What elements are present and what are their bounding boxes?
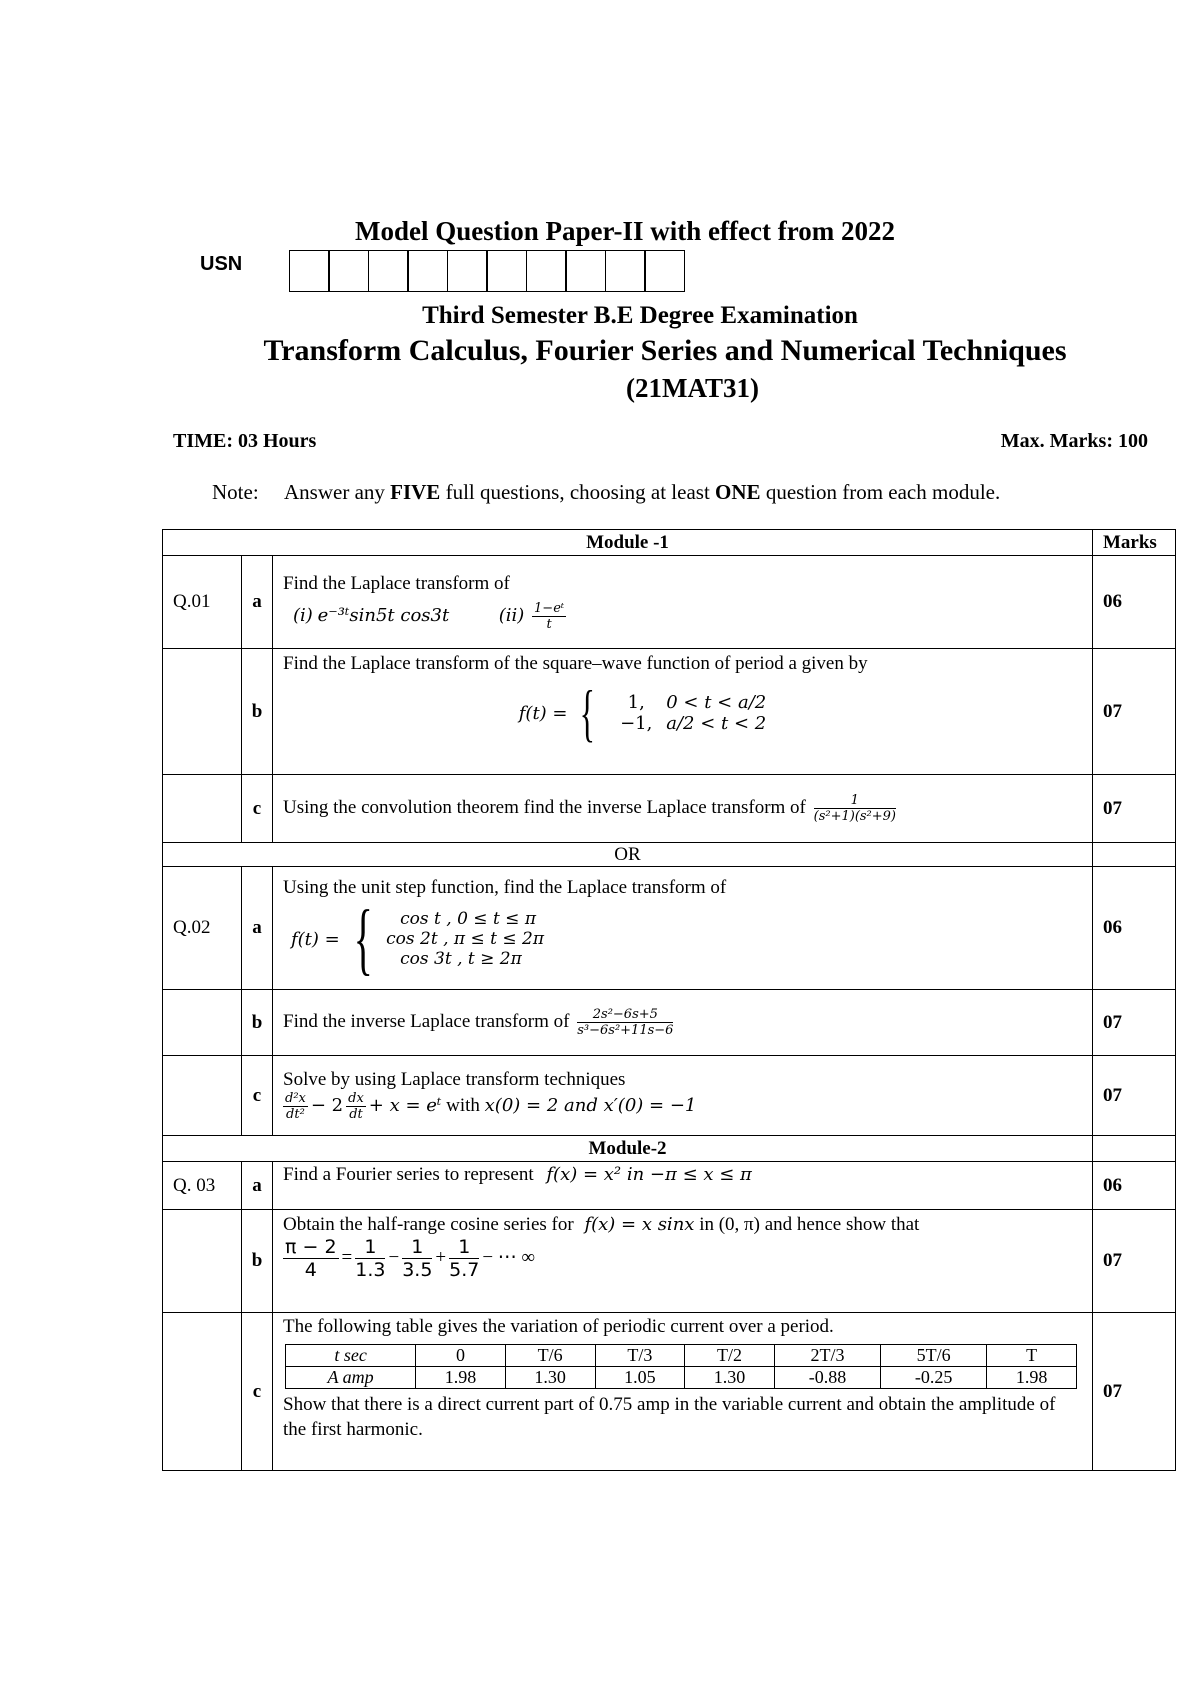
table-cell: 1.98 bbox=[416, 1367, 506, 1389]
question-row bbox=[163, 649, 1176, 775]
question-prompt: Find the Laplace transform of bbox=[283, 572, 510, 594]
module-header-row bbox=[163, 1136, 1176, 1162]
subquestion-label: b bbox=[242, 649, 273, 775]
case-row: cos 2t , π ≤ t ≤ 2π bbox=[386, 929, 544, 949]
table-cell: -0.88 bbox=[774, 1367, 880, 1389]
fraction bbox=[283, 1236, 339, 1281]
question-prompt-2: Show that there is a direct current part of 0.75 amp in the variable current and obtain the amplitude of the first harmonic. bbox=[283, 1394, 1056, 1440]
numerator: 1 bbox=[449, 1236, 479, 1259]
numerator: d²x bbox=[285, 1091, 306, 1106]
fraction bbox=[402, 1236, 432, 1281]
usn-boxes bbox=[290, 250, 685, 292]
subquestion-label: c bbox=[242, 775, 273, 843]
expression: f(x) = x sinx bbox=[584, 1214, 695, 1235]
case-row: cos t , 0 ≤ t ≤ π bbox=[400, 909, 537, 929]
note-emphasis: ONE bbox=[715, 480, 761, 504]
question-text bbox=[273, 775, 1093, 843]
usn-box bbox=[368, 250, 409, 292]
table-cell: 1.05 bbox=[595, 1367, 685, 1389]
question-table bbox=[162, 529, 1176, 1471]
subject-name: Transform Calculus, Fourier Series and Numerical Techniques bbox=[263, 334, 1067, 367]
fraction bbox=[577, 1007, 673, 1038]
note-text: full questions, choosing at least bbox=[440, 480, 716, 504]
question-row bbox=[163, 1210, 1176, 1313]
question-prompt: Obtain the half-range cosine series for bbox=[283, 1214, 574, 1235]
denominator: (s²+1)(s²+9) bbox=[813, 809, 897, 824]
operator: = bbox=[341, 1246, 353, 1268]
marks-value: 07 bbox=[1093, 775, 1176, 843]
table-cell: T bbox=[987, 1345, 1077, 1367]
table-cell: t sec bbox=[286, 1345, 416, 1367]
case-condition: 0 < t < a/2 bbox=[666, 692, 767, 713]
table-cell: T/3 bbox=[595, 1345, 685, 1367]
differential-equation bbox=[283, 1091, 1082, 1122]
question-row bbox=[163, 556, 1176, 649]
expression: f(x) = x² in −π ≤ x ≤ π bbox=[546, 1164, 752, 1185]
subject-code: (21MAT31) bbox=[626, 373, 759, 403]
question-prompt: Find a Fourier series to represent bbox=[283, 1164, 534, 1185]
question-prompt: Solve by using Laplace transform techniques bbox=[283, 1069, 626, 1090]
question-text bbox=[273, 649, 1093, 775]
module-2-heading: Module-2 bbox=[163, 1136, 1093, 1162]
brace-icon: { bbox=[579, 677, 595, 748]
note-text: Answer any bbox=[284, 480, 391, 504]
denominator: dt bbox=[349, 1107, 363, 1122]
marks-value: 06 bbox=[1093, 867, 1176, 990]
marks-heading: Marks bbox=[1093, 530, 1176, 556]
question-text bbox=[273, 990, 1093, 1056]
part-label: (i) bbox=[293, 604, 313, 626]
subquestion-label: b bbox=[242, 990, 273, 1056]
expression bbox=[283, 601, 1082, 632]
table-cell: T/2 bbox=[685, 1345, 775, 1367]
note-emphasis: FIVE bbox=[390, 480, 441, 504]
marks-value: 07 bbox=[1093, 649, 1176, 775]
exam-name: Third Semester B.E Degree Examination bbox=[422, 302, 858, 329]
piecewise-function bbox=[283, 895, 1082, 983]
usn-box bbox=[565, 250, 606, 292]
marks-value: 06 bbox=[1093, 556, 1176, 649]
marks-value: 07 bbox=[1093, 1210, 1176, 1313]
table-cell: 5T/6 bbox=[881, 1345, 987, 1367]
table-cell: 1.98 bbox=[987, 1367, 1077, 1389]
max-marks-label: Max. Marks: 100 bbox=[1000, 430, 1148, 452]
function-lhs: f(t) = bbox=[518, 702, 568, 724]
subquestion-label: a bbox=[242, 556, 273, 649]
usn-box bbox=[526, 250, 567, 292]
subquestion-label: b bbox=[242, 1210, 273, 1313]
numerator: 1 bbox=[402, 1236, 432, 1259]
usn-label: USN bbox=[200, 253, 243, 275]
usn-box bbox=[289, 250, 330, 292]
table-cell: -0.25 bbox=[881, 1367, 987, 1389]
fraction bbox=[355, 1236, 385, 1281]
question-text bbox=[273, 1162, 1093, 1210]
question-prompt-tail: and hence show that bbox=[759, 1214, 920, 1235]
question-text bbox=[273, 867, 1093, 990]
usn-box bbox=[605, 250, 646, 292]
paper-title: Model Question Paper-II with effect from 2022 bbox=[355, 216, 895, 246]
denominator: s³−6s²+11s−6 bbox=[577, 1023, 674, 1038]
function-lhs: f(t) = bbox=[291, 928, 340, 950]
fraction bbox=[449, 1236, 479, 1281]
subquestion-label: a bbox=[242, 1162, 273, 1210]
question-prompt: Using the convolution theorem find the inverse Laplace transform of bbox=[283, 796, 806, 818]
question-prompt: Find the inverse Laplace transform of bbox=[283, 1010, 570, 1032]
denominator: dt² bbox=[286, 1107, 305, 1122]
fraction bbox=[814, 793, 896, 824]
or-separator: OR bbox=[163, 843, 1093, 867]
denominator: t bbox=[546, 616, 552, 632]
with-word: with bbox=[441, 1094, 485, 1116]
marks-value: 07 bbox=[1093, 1056, 1176, 1136]
numerator: dx bbox=[348, 1091, 364, 1106]
subquestion-label: a bbox=[242, 867, 273, 990]
piecewise-function bbox=[283, 677, 1082, 748]
initial-conditions: x(0) = 2 and x′(0) = −1 bbox=[484, 1094, 697, 1116]
case-condition: a/2 < t < 2 bbox=[666, 713, 767, 734]
numerator: π − 2 bbox=[285, 1236, 337, 1258]
denominator: 4 bbox=[304, 1259, 317, 1281]
operator: − 2 bbox=[310, 1094, 344, 1116]
question-text bbox=[273, 1313, 1093, 1471]
subquestion-label: c bbox=[242, 1313, 273, 1471]
case-row: cos 3t , t ≥ 2π bbox=[400, 949, 522, 969]
question-number: Q.01 bbox=[163, 556, 242, 649]
marks-value: 06 bbox=[1093, 1162, 1176, 1210]
question-prompt: Find the Laplace transform of the square–wave function of period a given by bbox=[283, 653, 868, 674]
question-text bbox=[273, 1056, 1093, 1136]
table-cell: T/6 bbox=[505, 1345, 595, 1367]
fraction bbox=[346, 1091, 366, 1122]
ellipsis: − ⋯ ∞ bbox=[482, 1246, 536, 1268]
current-data-table bbox=[285, 1344, 1077, 1389]
question-row bbox=[163, 775, 1176, 843]
denominator: 1.3 bbox=[355, 1259, 386, 1281]
question-number: Q.02 bbox=[163, 867, 242, 990]
usn-box bbox=[328, 250, 369, 292]
numerator: 1 bbox=[355, 1236, 385, 1259]
table-cell: 1.30 bbox=[505, 1367, 595, 1389]
case-value: −1, bbox=[620, 713, 653, 734]
operator: − bbox=[388, 1246, 400, 1268]
question-row bbox=[163, 990, 1176, 1056]
usn-box bbox=[407, 250, 448, 292]
part-label: (ii) bbox=[498, 604, 525, 626]
time-row bbox=[286, 1345, 1077, 1367]
fraction bbox=[532, 601, 566, 632]
numerator: 1 bbox=[814, 793, 896, 809]
question-number: Q. 03 bbox=[163, 1162, 242, 1210]
numerator: 2s²−6s+5 bbox=[577, 1007, 673, 1023]
brace-icon: { bbox=[353, 895, 373, 983]
numerator: 1−eᵗ bbox=[534, 600, 565, 616]
question-row bbox=[163, 1162, 1176, 1210]
or-row bbox=[163, 843, 1176, 867]
subquestion-label: c bbox=[242, 1056, 273, 1136]
fraction bbox=[283, 1091, 308, 1122]
table-cell: 0 bbox=[416, 1345, 506, 1367]
interval: in (0, π) bbox=[694, 1214, 760, 1235]
denominator: 5.7 bbox=[449, 1259, 480, 1281]
denominator: 3.5 bbox=[402, 1259, 433, 1281]
usn-box bbox=[447, 250, 488, 292]
marks-value: 07 bbox=[1093, 1313, 1176, 1471]
equation-rest: + x = eᵗ bbox=[368, 1094, 442, 1116]
usn-box bbox=[486, 250, 527, 292]
question-text bbox=[273, 556, 1093, 649]
table-cell: 2T/3 bbox=[774, 1345, 880, 1367]
question-row bbox=[163, 1313, 1176, 1471]
module-header-row bbox=[163, 530, 1176, 556]
note-text: question from each module. bbox=[760, 480, 1001, 504]
usn-box bbox=[644, 250, 685, 292]
instructions-note bbox=[212, 480, 1000, 505]
expression-i: e⁻³ᵗsin5t cos3t bbox=[317, 604, 450, 626]
note-label: Note: bbox=[212, 480, 259, 504]
marks-value: 07 bbox=[1093, 990, 1176, 1056]
question-text bbox=[273, 1210, 1093, 1313]
series-identity bbox=[283, 1236, 1082, 1281]
case-value: 1, bbox=[627, 692, 645, 713]
time-label: TIME: 03 Hours bbox=[173, 430, 317, 452]
module-1-heading: Module -1 bbox=[163, 530, 1093, 556]
question-row bbox=[163, 867, 1176, 990]
table-cell: A amp bbox=[286, 1367, 416, 1389]
question-prompt: Using the unit step function, find the Laplace transform of bbox=[283, 877, 727, 898]
operator: + bbox=[435, 1246, 447, 1268]
question-row bbox=[163, 1056, 1176, 1136]
question-prompt: The following table gives the variation of periodic current over a period. bbox=[283, 1316, 834, 1337]
table-cell: 1.30 bbox=[685, 1367, 775, 1389]
current-row bbox=[286, 1367, 1077, 1389]
